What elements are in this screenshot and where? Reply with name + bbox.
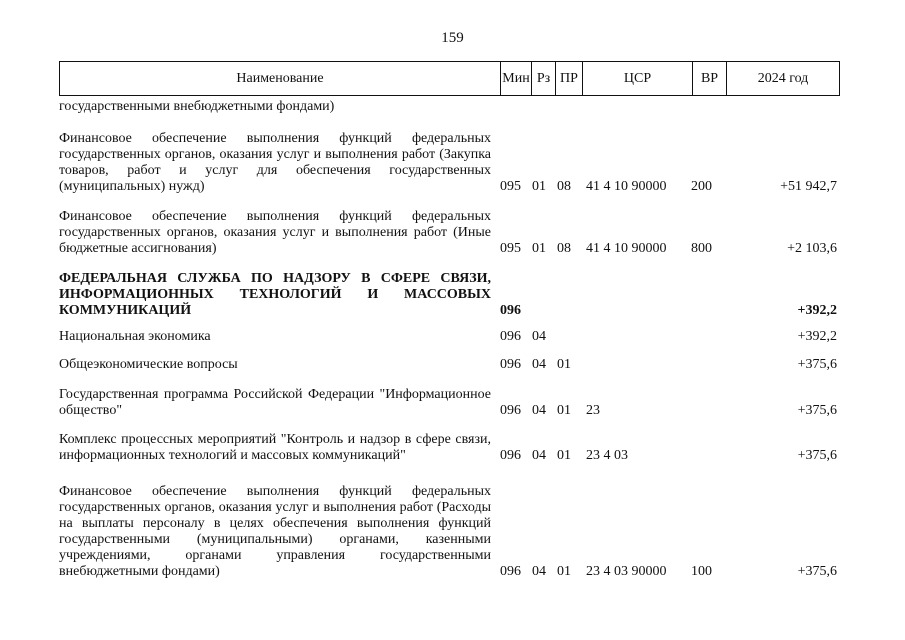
row-min: 096 <box>500 564 521 579</box>
row-name: Общеэкономические вопросы <box>59 357 238 372</box>
table-row <box>59 355 840 373</box>
row-rz: 01 <box>532 179 546 194</box>
row-rz: 04 <box>532 448 546 463</box>
row-name: Финансовое обеспечение выполнения функций федеральных государственных органов, оказания услуг и выполнения работ (Закупка товаров, работ и услуг для обеспечения государственных (муниципальных) нужд) <box>59 131 491 194</box>
row-amount: +375,6 <box>797 357 837 372</box>
row-pr: 01 <box>557 564 571 579</box>
row-pr: 01 <box>557 403 571 418</box>
row-csr: 23 4 03 90000 <box>586 564 667 579</box>
row-csr: 23 <box>586 403 600 418</box>
header-year: 2024 год <box>726 62 839 95</box>
row-amount: +375,6 <box>797 448 837 463</box>
row-rz: 01 <box>532 241 546 256</box>
row-pr: 01 <box>557 448 571 463</box>
row-amount: +392,2 <box>797 329 837 344</box>
table-header <box>59 61 840 96</box>
table-row <box>59 125 840 195</box>
row-vr: 800 <box>691 241 712 256</box>
row-min: 096 <box>500 403 521 418</box>
row-csr: 41 4 10 90000 <box>586 179 667 194</box>
row-amount: +51 942,7 <box>780 179 837 194</box>
header-pr: ПР <box>555 62 582 95</box>
row-csr: 41 4 10 90000 <box>586 241 667 256</box>
row-csr: 23 4 03 <box>586 448 628 463</box>
row-name: ФЕДЕРАЛЬНАЯ СЛУЖБА ПО НАДЗОРУ В СФЕРЕ СВЯЗИ, ИНФОРМАЦИОННЫХ ТЕХНОЛОГИЙ И МАССОВЫХ КОММУНИКАЦИЙ <box>59 271 491 318</box>
row-rz: 04 <box>532 357 546 372</box>
row-pr: 01 <box>557 357 571 372</box>
table-row <box>59 205 840 257</box>
row-name: Комплекс процессных мероприятий "Контроль и надзор в сфере связи, информационных технологий и массовых коммуникаций" <box>59 432 491 463</box>
row-amount: +2 103,6 <box>787 241 837 256</box>
row-name: Национальная экономика <box>59 329 211 344</box>
header-name: Наименование <box>236 71 324 86</box>
row-min: 096 <box>500 303 521 318</box>
row-name: Финансовое обеспечение выполнения функций федеральных государственных органов, оказания услуг и выполнения работ (Расходы на выплаты персоналу в целях обеспечения выполнения функций государственными (муниципальными) органами, казенными учреждениями, органами управления государственными внебюджетными фондами) <box>59 484 491 579</box>
row-pr: 08 <box>557 179 571 194</box>
header-csr: ЦСР <box>582 62 692 95</box>
table-row <box>59 430 840 464</box>
row-vr: 200 <box>691 179 712 194</box>
table-row <box>59 267 840 319</box>
header-min: Мин <box>500 62 531 95</box>
row-min: 095 <box>500 241 521 256</box>
row-rz: 04 <box>532 329 546 344</box>
row-min: 096 <box>500 357 521 372</box>
row-amount: +392,2 <box>797 303 837 318</box>
header-vr: ВР <box>692 62 726 95</box>
row-pr: 08 <box>557 241 571 256</box>
header-rz: Рз <box>531 62 555 95</box>
row-name: государственными внебюджетными фондами) <box>59 99 335 114</box>
page-number: 159 <box>441 30 464 46</box>
table-row <box>59 474 840 580</box>
table-row <box>59 97 840 115</box>
table-row <box>59 385 840 419</box>
row-name: Финансовое обеспечение выполнения функций федеральных государственных органов, оказания услуг и выполнения работ (Иные бюджетные ассигнования) <box>59 209 491 256</box>
row-rz: 04 <box>532 564 546 579</box>
row-min: 095 <box>500 179 521 194</box>
row-name: Государственная программа Российской Федерации "Информационное общество" <box>59 387 491 418</box>
row-rz: 04 <box>532 403 546 418</box>
row-amount: +375,6 <box>797 564 837 579</box>
row-amount: +375,6 <box>797 403 837 418</box>
table-row <box>59 327 840 345</box>
row-vr: 100 <box>691 564 712 579</box>
row-min: 096 <box>500 329 521 344</box>
row-min: 096 <box>500 448 521 463</box>
